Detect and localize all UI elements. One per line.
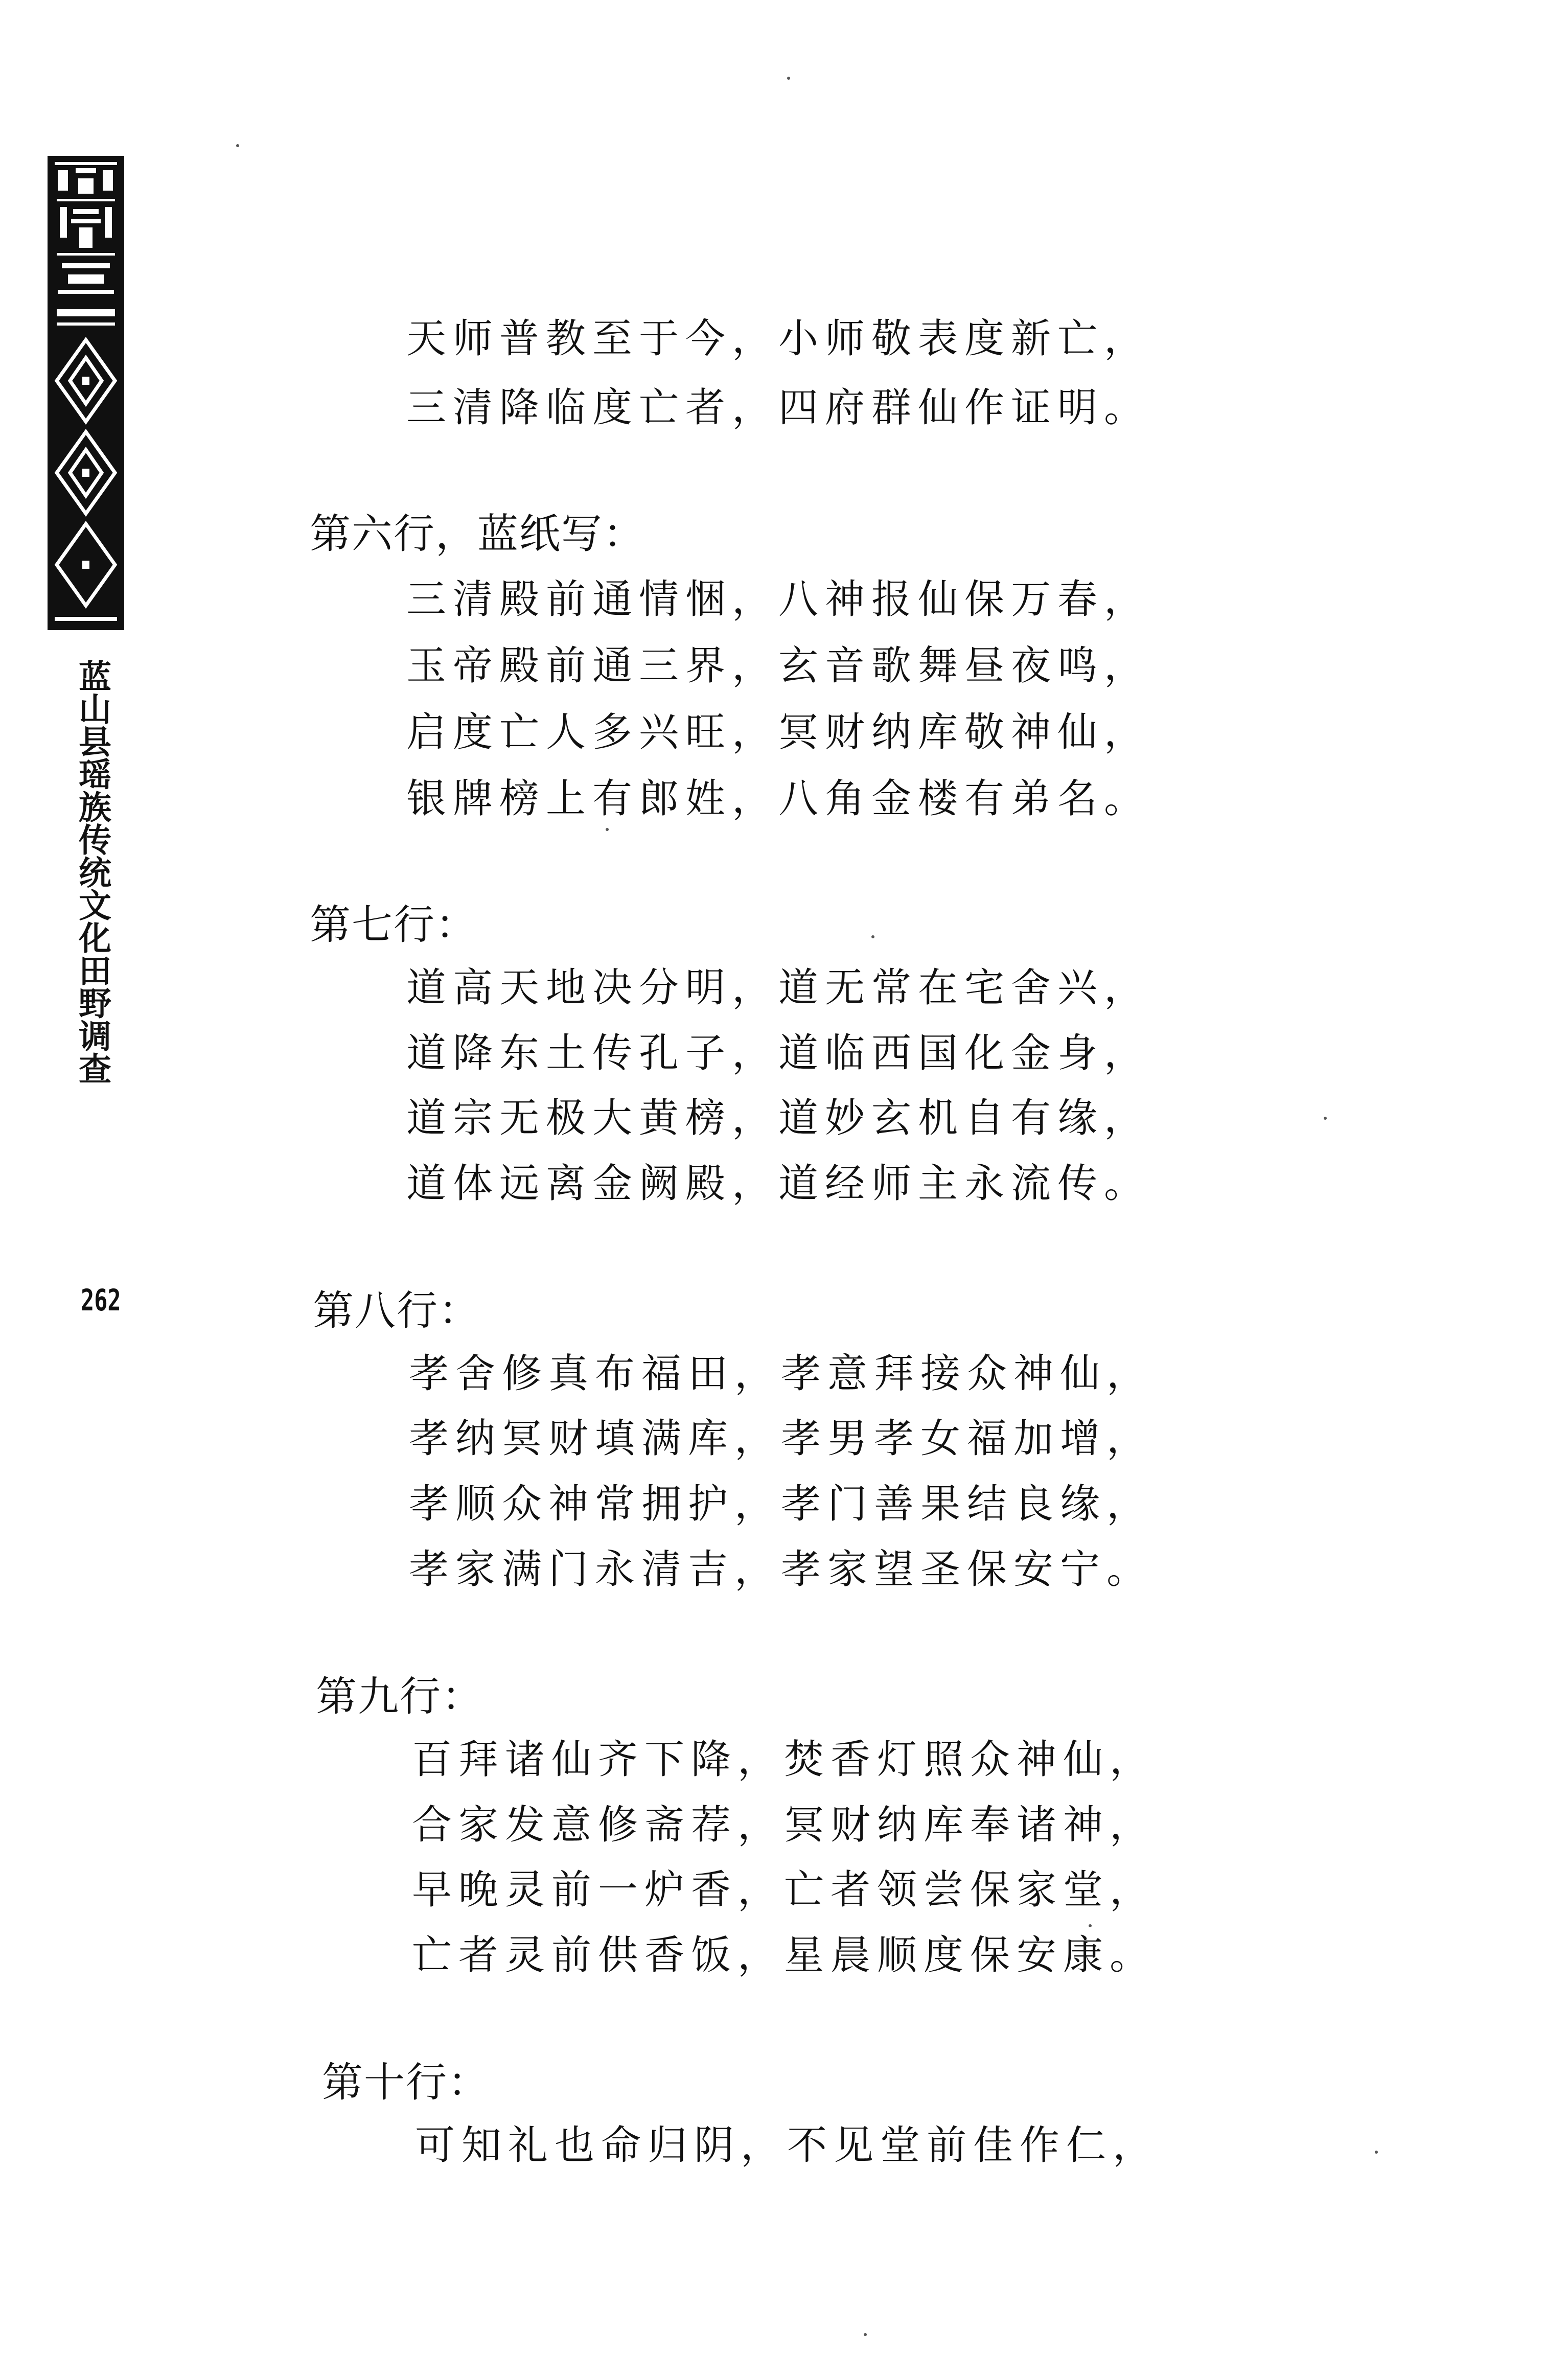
verse-line: 孝顺众神常拥护，孝门善果结良缘， (409, 1481, 1154, 1527)
page-number: 262 (81, 1283, 121, 1318)
decorative-ornament-band (48, 156, 124, 630)
scan-speck (871, 935, 874, 938)
verse-line: 道体远离金阙殿，道经师主永流传。 (406, 1161, 1151, 1207)
verse-line: 孝纳冥财填满库，孝男孝女福加增， (409, 1416, 1154, 1462)
verse-line: 可知礼也命归阴，不见堂前佳作仁， (415, 2122, 1160, 2168)
verse-line: 玉帝殿前通三界，玄音歌舞昼夜鸣， (406, 643, 1151, 689)
scan-speck (864, 2333, 867, 2336)
scan-speck (787, 77, 790, 80)
verse-line: 百拜诸仙齐下降，焚香灯照众神仙， (412, 1737, 1157, 1783)
scan-speck (1375, 2151, 1378, 2154)
verse-line: 孝舍修真布福田，孝意拜接众神仙， (409, 1351, 1154, 1397)
verse-line: 亡者灵前供香饭，星晨顺度保安康。 (412, 1932, 1157, 1978)
section-heading: 第六行，蓝纸写： (310, 510, 645, 558)
scan-speck (1089, 1924, 1092, 1927)
verse-line: 启度亡人多兴旺，冥财纳库敬神仙， (406, 709, 1151, 755)
verse-line: 银牌榜上有郎姓，八角金楼有弟名。 (406, 776, 1151, 822)
section-heading: 第七行： (310, 901, 477, 949)
running-book-title: 蓝山县瑶族传统文化田野调查 (73, 659, 111, 1084)
scan-speck (606, 828, 609, 831)
verse-line: 道宗无极大黄榜，道妙玄机自有缘， (406, 1095, 1151, 1141)
verse-line: 道高天地决分明，道无常在宅舍兴， (406, 965, 1151, 1011)
verse-line: 道降东土传孔子，道临西国化金身， (406, 1030, 1151, 1076)
section-heading: 第八行： (313, 1287, 480, 1334)
section-heading: 第十行： (322, 2059, 490, 2106)
verse-line: 三清降临度亡者，四府群仙作证明。 (406, 385, 1151, 431)
verse-line: 天师普教至于今，小师敬表度新亡， (406, 316, 1151, 362)
verse-line: 合家发意修斋荐，冥财纳库奉诸神， (412, 1802, 1157, 1848)
verse-line: 三清殿前通情悃，八神报仙保万春， (406, 576, 1151, 622)
section-heading: 第九行： (316, 1673, 483, 1720)
verse-line: 孝家满门永清吉，孝家望圣保安宁。 (409, 1547, 1154, 1593)
scan-speck (236, 144, 239, 147)
scan-speck (1324, 1117, 1327, 1120)
verse-line: 早晚灵前一炉香，亡者领尝保家堂， (412, 1867, 1157, 1913)
